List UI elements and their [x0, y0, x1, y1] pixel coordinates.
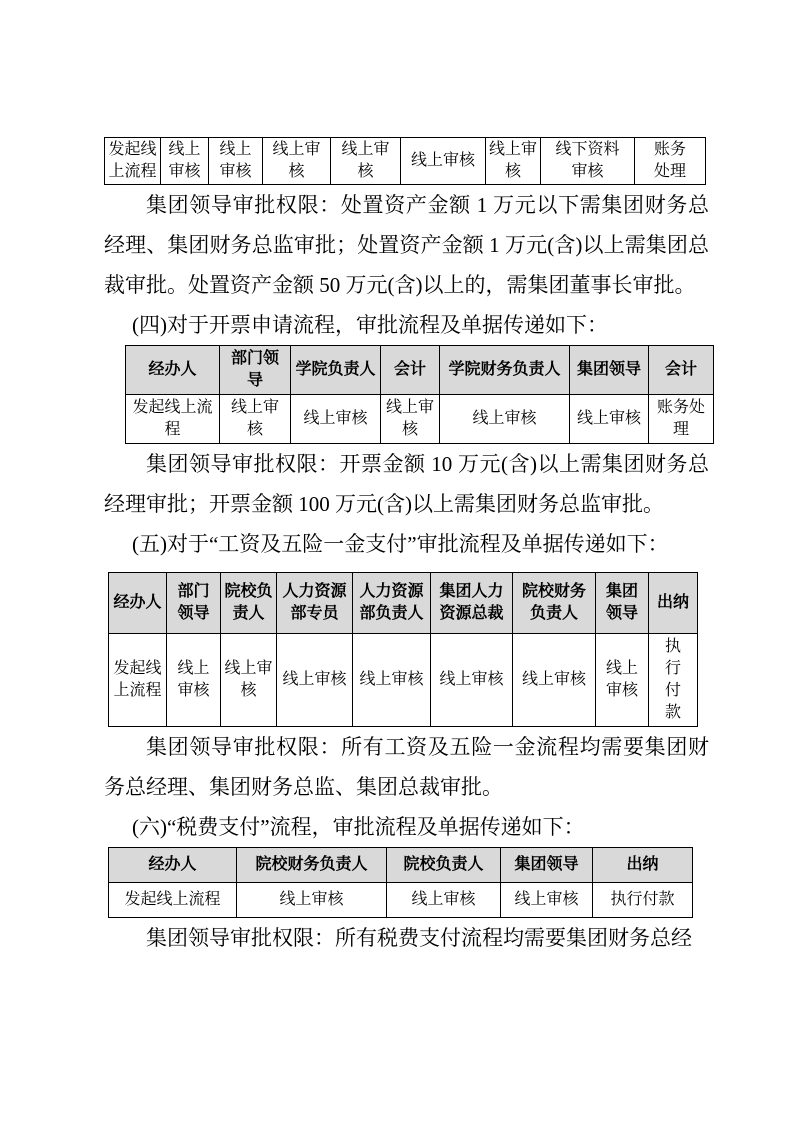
step-cell: 发起线上流程	[105, 138, 161, 185]
step-cell: 发起线上流程	[126, 395, 220, 444]
step-cell: 线上审核	[221, 634, 277, 727]
step-cell: 线上审核	[353, 634, 431, 727]
continuation-approval-table	[104, 137, 706, 185]
step-cell: 线上审核	[161, 138, 209, 185]
column-header: 经办人	[109, 573, 167, 634]
table-header-row	[109, 848, 693, 883]
table-header-row	[126, 346, 714, 395]
column-header: 出纳	[593, 848, 693, 883]
section5-heading: (五)对于“工资及五险一金支付”审批流程及单据传递如下：	[132, 532, 669, 556]
column-header: 人力资源部专员	[277, 573, 353, 634]
column-header: 院校财务负责人	[513, 573, 596, 634]
column-header: 院校负责人	[221, 573, 277, 634]
step-cell: 线上审核	[401, 138, 486, 185]
step-cell: 线上审核	[486, 138, 541, 185]
column-header: 经办人	[126, 346, 220, 395]
section6-heading: (六)“税费支付”流程，审批流程及单据传递如下：	[132, 815, 585, 839]
column-header: 学院财务负责人	[440, 346, 570, 395]
step-cell: 线上审核	[209, 138, 263, 185]
table-row	[126, 395, 714, 444]
tax-payment-approval-table	[108, 847, 693, 918]
step-cell: 线上审核	[431, 634, 513, 727]
table-row	[105, 138, 706, 185]
step-cell: 线上审核	[263, 138, 331, 185]
column-header: 出纳	[649, 573, 698, 634]
step-cell: 线上审核	[167, 634, 221, 727]
column-header: 会计	[649, 346, 714, 395]
column-header: 会计	[381, 346, 440, 395]
tax-authority-note: 集团领导审批权限：所有税费支付流程均需要集团财务总经	[146, 926, 692, 950]
table-header-row	[109, 573, 698, 634]
table-row	[109, 883, 693, 918]
step-cell: 发起线上流程	[109, 634, 167, 727]
column-header: 部门领导	[220, 346, 291, 395]
column-header: 集团领导	[501, 848, 593, 883]
step-cell: 线上审核	[331, 138, 401, 185]
column-header: 院校财务负责人	[237, 848, 387, 883]
step-cell: 线上审核	[570, 395, 649, 444]
step-cell: 线上审核	[513, 634, 596, 727]
step-cell: 线上审核	[440, 395, 570, 444]
table-row	[109, 634, 698, 727]
step-cell: 线上审核	[291, 395, 381, 444]
step-cell: 线上审核	[387, 883, 501, 918]
step-cell: 执行付款	[649, 634, 698, 727]
step-cell: 线上审核	[381, 395, 440, 444]
step-cell: 线上审核	[277, 634, 353, 727]
step-cell: 线下资料审核	[541, 138, 635, 185]
step-cell: 发起线上流程	[109, 883, 237, 918]
step-cell: 账务处理	[635, 138, 706, 185]
invoice-approval-table	[125, 345, 714, 444]
step-cell: 线上审核	[596, 634, 649, 727]
step-cell: 线上审核	[237, 883, 387, 918]
payroll-authority-note: 集团领导审批权限：所有工资及五险一金流程均需要集团财务总经理、集团财务总监、集团总裁审批。	[104, 735, 709, 799]
section4-heading: (四)对于开票申请流程，审批流程及单据传递如下：	[132, 313, 608, 337]
step-cell: 线上审核	[220, 395, 291, 444]
column-header: 经办人	[109, 848, 237, 883]
asset-disposal-authority-note: 集团领导审批权限：处置资产金额 1 万元以下需集团财务总经理、集团财务总监审批；处置资产金额 1 万元(含)以上需集团总裁审批。处置资产金额 50 万元(含)以上的，需集团董事长审批。	[104, 193, 709, 297]
column-header: 学院负责人	[291, 346, 381, 395]
column-header: 集团领导	[596, 573, 649, 634]
step-cell: 线上审核	[501, 883, 593, 918]
column-header: 人力资源部负责人	[353, 573, 431, 634]
step-cell: 执行付款	[593, 883, 693, 918]
payroll-approval-table	[108, 572, 698, 727]
column-header: 院校负责人	[387, 848, 501, 883]
invoice-authority-note: 集团领导审批权限：开票金额 10 万元(含)以上需集团财务总经理审批；开票金额 100 万元(含)以上需集团财务总监审批。	[104, 452, 709, 516]
step-cell: 账务处理	[649, 395, 714, 444]
column-header: 集团领导	[570, 346, 649, 395]
column-header: 部门领导	[167, 573, 221, 634]
column-header: 集团人力资源总裁	[431, 573, 513, 634]
